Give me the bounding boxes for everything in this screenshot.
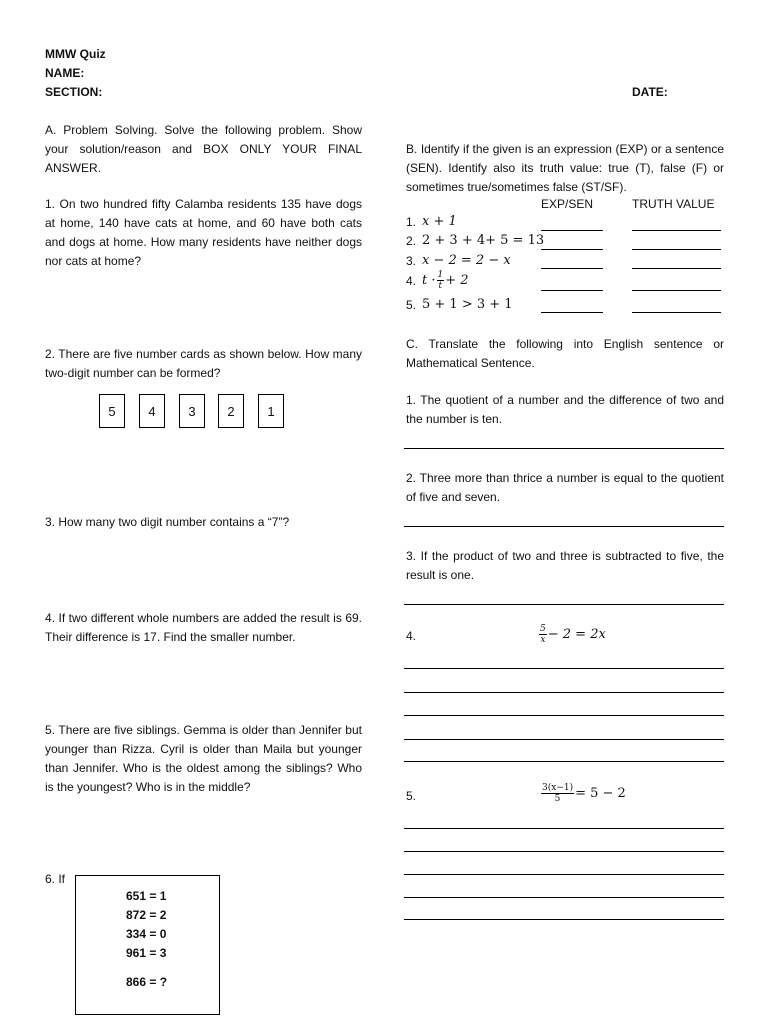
pattern-box — [75, 875, 220, 1015]
answer-blank[interactable] — [632, 249, 721, 250]
answer-line[interactable] — [404, 897, 724, 898]
item-number: 2. — [406, 234, 417, 248]
expression: 5 + 1 > 3 + 1 — [422, 297, 513, 312]
part-a-question-6-label: 6. If — [45, 872, 66, 886]
part-a-question-1: 1. On two hundred fifty Calamba residents 135 have dogs at home, 140 have cats at home, and 60 have both cats and dogs at home. How many residents have neither dogs nor cats at home? — [45, 197, 362, 268]
part-c-question-1: 1. The quotient of a number and the difference of two and the number is ten. — [406, 393, 724, 426]
item-number: 5. — [406, 298, 417, 312]
number-card: 4 — [139, 394, 165, 428]
answer-line[interactable] — [404, 739, 724, 740]
number-card: 5 — [99, 394, 125, 428]
answer-line[interactable] — [404, 761, 724, 762]
fraction: $\frac{3(x-1)}{5}$ — [542, 783, 574, 804]
fraction: $\frac{1}{t}$ — [437, 270, 444, 291]
pattern-line: 866 = ? — [126, 975, 168, 989]
expression: 2 + 3 + 4+ 5 = 13 — [422, 233, 545, 248]
answer-blank[interactable] — [541, 230, 603, 231]
part-c-question-2: 2. Three more than thrice a number is equal to the quotient of five and seven. — [406, 471, 724, 504]
answer-line[interactable] — [404, 692, 724, 693]
quiz-title: MMW Quiz — [45, 47, 106, 61]
answer-blank[interactable] — [541, 290, 603, 291]
answer-blank[interactable] — [541, 312, 603, 313]
pattern-line: 961 = 3 — [126, 946, 167, 960]
part-a-question-4: 4. If two different whole numbers are added the result is 69. Their difference is 17. Find the smaller number. — [45, 611, 362, 644]
section-label: SECTION: — [45, 85, 103, 99]
answer-blank[interactable] — [541, 249, 603, 250]
answer-line[interactable] — [404, 919, 724, 920]
part-c-question-3: 3. If the product of two and three is subtracted to five, the result is one. — [406, 549, 724, 582]
item-number: 1. — [406, 215, 417, 229]
column-header-exp-sen: EXP/SEN — [541, 197, 594, 211]
part-c-question-5-equation: $\frac{3(x-1)}{5}$ = 5 − 2 — [542, 783, 626, 804]
column-header-truth-value: TRUTH VALUE — [632, 197, 715, 211]
answer-blank[interactable] — [541, 268, 603, 269]
answer-line[interactable] — [404, 874, 724, 875]
pattern-line: 651 = 1 — [126, 889, 167, 903]
answer-blank[interactable] — [632, 268, 721, 269]
expression: x − 2 = 2 − x — [422, 253, 511, 268]
answer-line[interactable] — [404, 851, 724, 852]
answer-line[interactable] — [404, 828, 724, 829]
item-number: 3. — [406, 254, 417, 268]
part-c-instructions: C. Translate the following into English sentence or Mathematical Sentence. — [406, 337, 724, 370]
part-c-question-4-equation: $\frac{5}{x}$ − 2 = 2x — [540, 624, 606, 645]
part-a-question-5: 5. There are five siblings. Gemma is older than Jennifer but younger than Rizza. Cyril is older than Maila but younger than Jennifer. Who is the oldest among the siblings? Who is the youngest? Who is in the middle? — [45, 723, 362, 794]
date-label: DATE: — [632, 85, 668, 99]
pattern-line: 334 = 0 — [126, 927, 167, 941]
answer-line[interactable] — [404, 448, 724, 449]
answer-line[interactable] — [404, 668, 724, 669]
part-a-question-2: 2. There are five number cards as shown below. How many two-digit number can be formed? — [45, 347, 362, 380]
answer-blank[interactable] — [632, 290, 721, 291]
expression: x + 1 — [422, 214, 457, 229]
answer-line[interactable] — [404, 526, 724, 527]
number-card: 2 — [218, 394, 244, 428]
answer-line[interactable] — [404, 715, 724, 716]
pattern-line: 872 = 2 — [126, 908, 167, 922]
answer-blank[interactable] — [632, 312, 721, 313]
number-card: 1 — [258, 394, 284, 428]
answer-blank[interactable] — [632, 230, 721, 231]
part-c-question-5-number: 5. — [406, 789, 417, 803]
item-number: 4. — [406, 274, 417, 288]
part-c-question-4-number: 4. — [406, 629, 417, 643]
part-a-instructions: A. Problem Solving. Solve the following problem. Show your solution/reason and BOX ONLY YOUR FINAL ANSWER. — [45, 123, 362, 175]
part-a-question-3: 3. How many two digit number contains a “7”? — [45, 515, 290, 529]
part-b-instructions: B. Identify if the given is an expression (EXP) or a sentence (SEN). Identify also its truth value: true (T), false (F) or sometimes true/sometimes false (ST/SF). — [406, 142, 724, 194]
number-card: 3 — [179, 394, 205, 428]
answer-line[interactable] — [404, 604, 724, 605]
fraction: $\frac{5}{x}$ — [540, 624, 546, 645]
name-label: NAME: — [45, 66, 85, 80]
expression: t · $\frac{1}{t}$ + 2 — [422, 270, 469, 291]
